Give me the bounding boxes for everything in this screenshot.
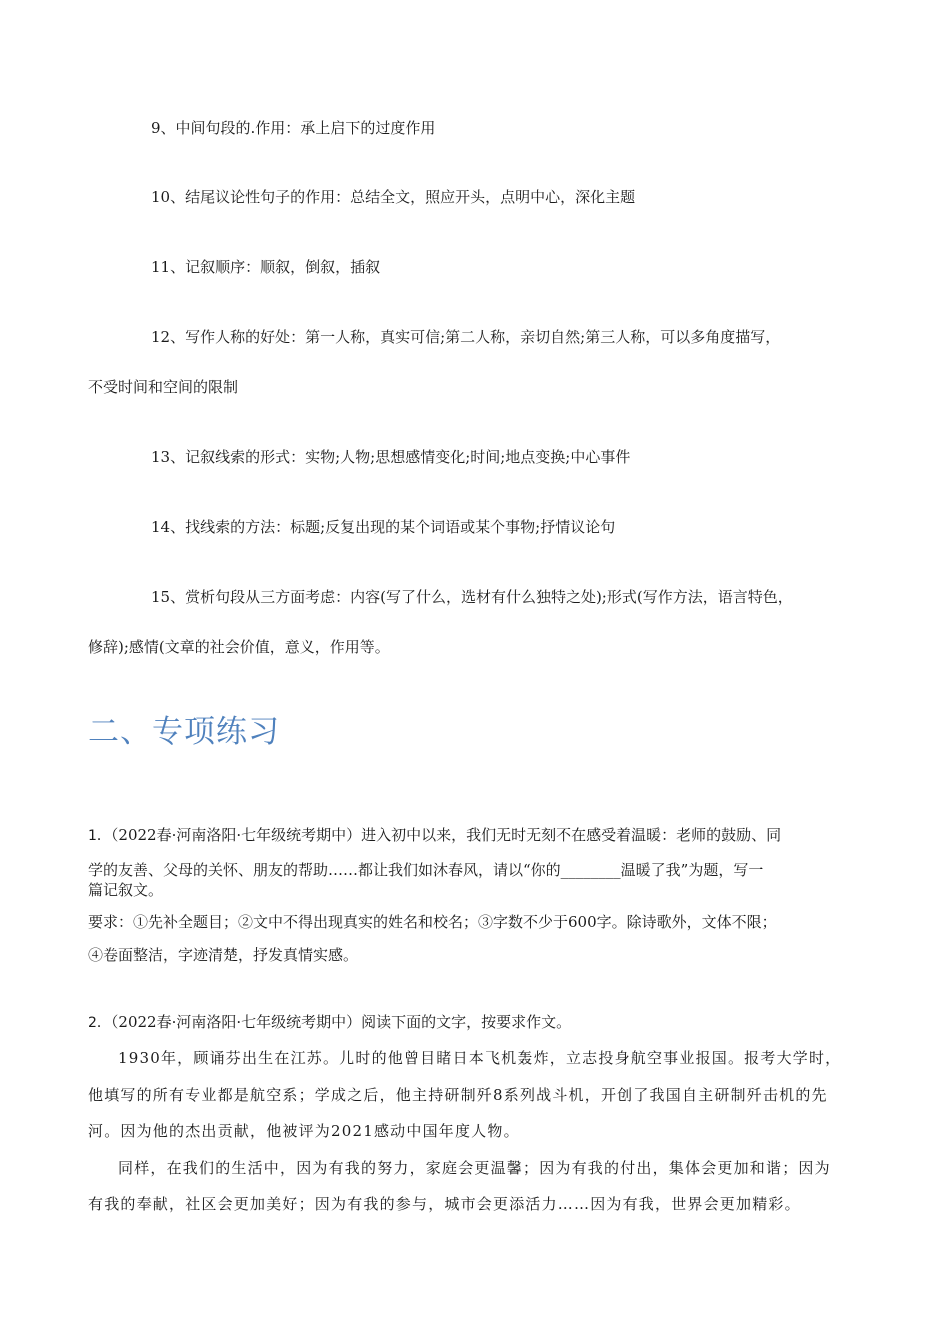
point-12-line-2: 不受时间和空间的限制 (88, 378, 239, 396)
question-1-line-2: 学的友善、父母的关怀、朋友的帮助……都让我们如沐春风，请以“你的________温暖了我”为题，写一 (88, 861, 764, 879)
section-heading: 二、专项练习 (88, 714, 280, 750)
point-14: 14、找线索的方法：标题;反复出现的某个词语或某个事物;抒情议论句 (151, 518, 616, 536)
passage-1-line-2: 他填写的所有专业都是航空系；学成之后，他主持研制歼8系列战斗机，开创了我国自主研制歼击机的先 (88, 1086, 828, 1104)
passage-1-line-1: 1930年，顾诵芬出生在江苏。儿时的他曾目睹日本飞机轰炸，立志投身航空事业报国。报考大学时， (118, 1049, 842, 1067)
question-2-line-1 (88, 1012, 571, 1033)
question-1-line-1 (88, 825, 781, 846)
question-2-text-1: （2022春·河南洛阳·七年级统考期中）阅读下面的文字，按要求作文。 (110, 1013, 572, 1031)
question-1-number: 1． (88, 828, 111, 844)
point-10: 10、结尾议论性句子的作用：总结全文，照应开头，点明中心，深化主题 (151, 188, 636, 206)
question-1-requirement-2: ④卷面整洁，字迹清楚，抒发真情实感。 (88, 946, 359, 964)
question-1-requirement-1: 要求：①先补全题目；②文中不得出现真实的姓名和校名；③字数不少于600字。除诗歌外，文体不限； (88, 913, 777, 931)
question-1-line-3: 篇记叙文。 (88, 881, 164, 899)
passage-2-line-1: 同样，在我们的生活中，因为有我的努力，家庭会更温馨；因为有我的付出，集体会更加和谐；因为 (118, 1159, 831, 1177)
question-2-number: 2． (88, 1015, 111, 1031)
point-13: 13、记叙线索的形式：实物;人物;思想感情变化;时间;地点变换;中心事件 (151, 448, 631, 466)
point-9: 9、中间句段的.作用：承上启下的过度作用 (151, 119, 436, 137)
question-1-text-1: （2022春·河南洛阳·七年级统考期中）进入初中以来，我们无时无刻不在感受着温暖：老师的鼓励、同 (110, 826, 782, 844)
point-12-line-1: 12、写作人称的好处：第一人称，真实可信;第二人称，亲切自然;第三人称，可以多角度描写， (151, 328, 781, 346)
point-15-line-1: 15、赏析句段从三方面考虑：内容(写了什么，选材有什么独特之处);形式(写作方法，语言特色， (151, 588, 793, 606)
point-11: 11、记叙顺序：顺叙，倒叙，插叙 (151, 258, 381, 276)
passage-2-line-2: 有我的奉献，社区会更加美好；因为有我的参与，城市会更添活力……因为有我，世界会更加精彩。 (88, 1195, 801, 1213)
passage-1-line-3: 河。因为他的杰出贡献，他被评为2021感动中国年度人物。 (88, 1122, 520, 1140)
point-15-line-2: 修辞);感情(文章的社会价值，意义，作用等。 (88, 638, 390, 656)
